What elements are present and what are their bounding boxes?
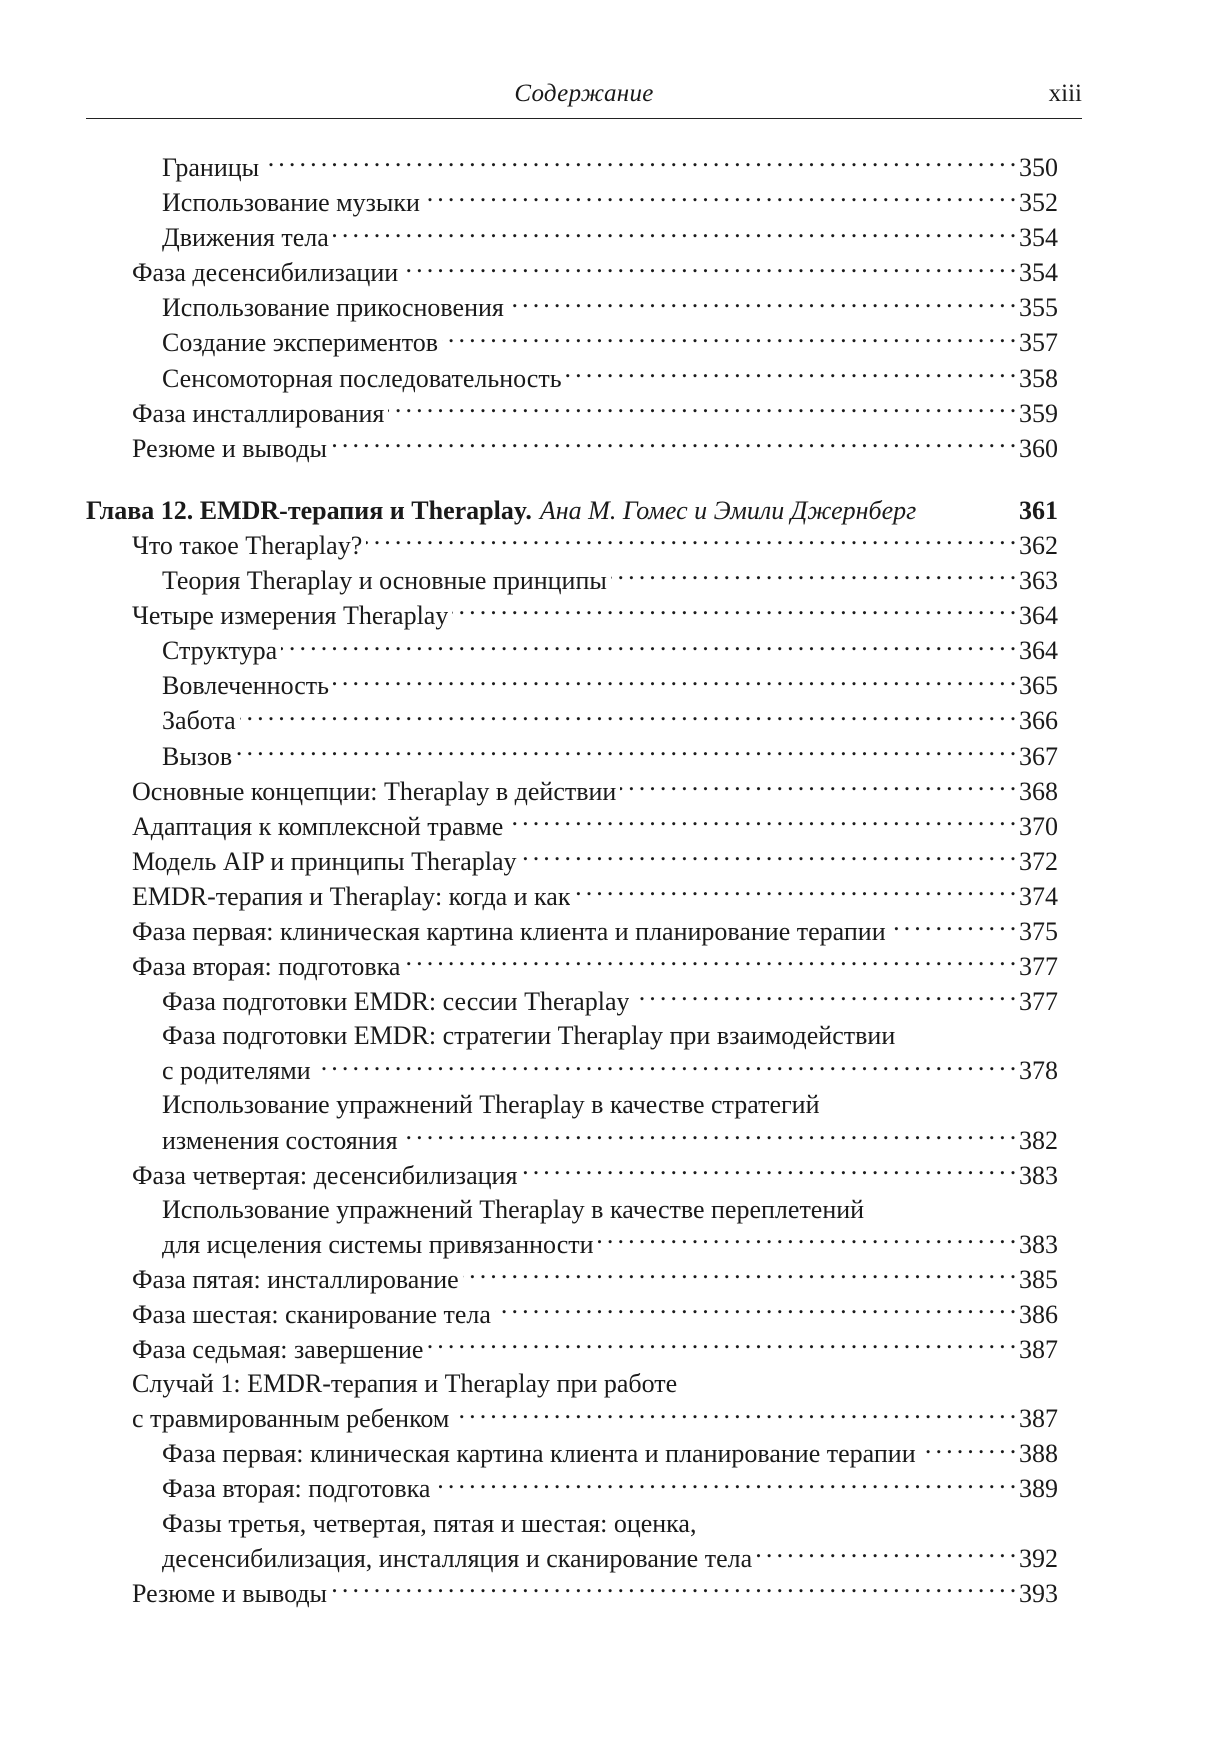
toc-entry-page: 374 — [1019, 881, 1058, 911]
toc-entry[interactable] — [86, 703, 1058, 738]
toc-entry[interactable] — [86, 984, 1058, 1019]
toc-entry-title: Что такое Theraplay? — [132, 530, 363, 560]
toc-entry-page: 387 — [1019, 1335, 1058, 1365]
chapter-authors: Ана М. Гомес и Эмили Джернберг — [539, 495, 917, 525]
dot-leader — [890, 914, 1015, 940]
toc-entry-page: 365 — [1019, 671, 1058, 701]
toc-entry-page: 359 — [1019, 398, 1058, 428]
dot-leader — [920, 1436, 1015, 1462]
toc-entry[interactable] — [86, 185, 1058, 220]
toc-entry-title-line2: с травмированным ребенком — [132, 1404, 450, 1434]
dot-leader — [281, 633, 1015, 659]
toc-entry-title-line1: Случай 1: EMDR-терапия и Theraplay при работе — [132, 1369, 678, 1399]
toc-entry-title: Фаза первая: клиническая картина клиента и планирование терапии — [162, 1439, 916, 1469]
chapter-title — [86, 494, 916, 528]
toc-entry[interactable] — [86, 361, 1058, 396]
toc-entry-title: Четыре измерения Theraplay — [132, 601, 449, 631]
chapter-label: Глава 12. EMDR-терапия и Theraplay. — [86, 495, 532, 525]
toc-entry[interactable] — [86, 1262, 1058, 1297]
dot-leader — [331, 1576, 1015, 1602]
dot-leader — [402, 1123, 1015, 1149]
toc-entry-page: 387 — [1019, 1404, 1058, 1434]
dot-leader — [452, 598, 1015, 624]
toc-entry-page: 382 — [1019, 1125, 1058, 1155]
dot-leader — [521, 1158, 1015, 1184]
toc-entry[interactable] — [86, 809, 1058, 844]
toc-chapter-heading[interactable] — [86, 493, 1058, 528]
toc-entry-title-line2: с родителями — [162, 1056, 311, 1086]
toc-entry-title: Фаза седьмая: завершение — [132, 1335, 424, 1365]
toc-entry[interactable] — [86, 739, 1058, 774]
toc-entry-title: Фаза вторая: подготовка — [132, 952, 401, 982]
toc-entry[interactable] — [86, 325, 1058, 360]
toc-entry-title-line2: для исцеления системы привязанности — [162, 1229, 594, 1259]
toc-entry[interactable] — [86, 396, 1058, 431]
toc-entry-page: 362 — [1019, 530, 1058, 560]
toc-entry-page: 357 — [1019, 328, 1058, 358]
dot-leader — [236, 739, 1015, 765]
toc-entry-title: Вызов — [162, 741, 233, 771]
dot-leader — [331, 431, 1015, 457]
toc-entry-title: Границы — [162, 153, 260, 182]
toc-entry-multiline[interactable] — [86, 1367, 1058, 1436]
toc-entry[interactable] — [86, 220, 1058, 255]
toc-entry-page: 392 — [1019, 1543, 1058, 1573]
toc-entry-title: Фаза инсталлирования — [132, 398, 385, 428]
toc-entry-page: 377 — [1019, 952, 1058, 982]
toc-entry-title-line1: Фаза подготовки EMDR: стратегии Theraplay при взаимодействии — [162, 1021, 896, 1051]
dot-leader — [611, 563, 1015, 589]
toc-entry-title: Забота — [162, 706, 236, 736]
toc-entry-page: 386 — [1019, 1300, 1058, 1329]
toc-entry[interactable] — [86, 431, 1058, 466]
toc-entry-page: 367 — [1019, 741, 1058, 771]
toc-entry[interactable] — [86, 563, 1058, 598]
dot-leader — [333, 668, 1015, 694]
dot-leader — [507, 809, 1015, 835]
toc-entry-page: 363 — [1019, 566, 1058, 596]
toc-entry[interactable] — [86, 1332, 1058, 1367]
toc-entry-page: 366 — [1019, 706, 1058, 736]
table-of-contents — [86, 150, 1058, 1611]
toc-entry-page: 383 — [1019, 1160, 1058, 1190]
toc-entry-page: 354 — [1019, 258, 1058, 288]
toc-entry-page: 370 — [1019, 811, 1058, 841]
toc-entry-page: 375 — [1019, 916, 1058, 946]
toc-entry-multiline[interactable] — [86, 1019, 1058, 1088]
dot-leader — [598, 1227, 1015, 1253]
dot-leader — [495, 1297, 1015, 1323]
toc-entry[interactable] — [86, 150, 1058, 185]
toc-entry-title: Резюме и выводы — [132, 433, 328, 463]
toc-entry-page: 378 — [1019, 1056, 1058, 1086]
dot-leader — [508, 290, 1015, 316]
toc-entry-title: Теория Theraplay и основные принципы — [162, 566, 607, 596]
toc-entry-title: Резюме и выводы — [132, 1578, 328, 1608]
toc-entry[interactable] — [86, 598, 1058, 633]
dot-leader — [756, 1541, 1015, 1567]
toc-entry-title: Структура — [162, 636, 278, 666]
toc-entry[interactable] — [86, 774, 1058, 809]
toc-entry[interactable] — [86, 668, 1058, 703]
toc-entry-page: 350 — [1019, 153, 1058, 182]
toc-entry[interactable] — [86, 914, 1058, 949]
toc-entry-title: Фаза десенсибилизации — [132, 258, 399, 288]
dot-leader — [427, 1332, 1015, 1358]
toc-entry-title: Вовлеченность — [162, 671, 329, 701]
toc-entry[interactable] — [86, 1471, 1058, 1506]
dot-leader — [263, 150, 1015, 176]
toc-entry-title-line1: Использование упражнений Theraplay в качестве стратегий — [162, 1090, 820, 1120]
toc-entry-page: 354 — [1019, 223, 1058, 253]
dot-leader — [366, 528, 1015, 554]
toc-entry-page: 388 — [1019, 1439, 1058, 1469]
dot-leader — [633, 984, 1015, 1010]
toc-entry-page: 364 — [1019, 601, 1058, 631]
toc-entry-title: Основные концепции: Theraplay в действии — [132, 776, 617, 806]
toc-entry[interactable] — [86, 528, 1058, 563]
toc-entry-title-line1: Фазы третья, четвертая, пятая и шестая: оценка, — [162, 1508, 697, 1538]
dot-leader — [333, 220, 1015, 246]
page-folio: xiii — [1048, 80, 1082, 107]
chapter-page: 361 — [1019, 495, 1058, 525]
toc-entry[interactable] — [86, 879, 1058, 914]
toc-entry-page: 355 — [1019, 293, 1058, 323]
toc-entry-title-line1: Использование упражнений Theraplay в качестве переплетений — [162, 1194, 865, 1224]
toc-entry-title: Фаза четвертая: десенсибилизация — [132, 1160, 518, 1190]
toc-entry-page: 385 — [1019, 1264, 1058, 1294]
toc-entry-page: 360 — [1019, 433, 1058, 463]
toc-entry[interactable] — [86, 1436, 1058, 1471]
toc-entry[interactable] — [86, 255, 1058, 290]
toc-entry-title: Фаза шестая: сканирование тела — [132, 1300, 491, 1329]
toc-entry-title-line2: изменения состояния — [162, 1125, 398, 1155]
dot-leader — [574, 879, 1015, 905]
dot-leader — [402, 255, 1015, 281]
toc-entry-title: Фаза пятая: инсталлирование — [132, 1264, 459, 1294]
toc-entry-title-line2: десенсибилизация, инсталляция и сканирование тела — [162, 1543, 753, 1573]
toc-entry-title: Использование музыки — [162, 188, 420, 218]
dot-leader — [566, 361, 1015, 387]
toc-entry-page: 368 — [1019, 776, 1058, 806]
toc-entry[interactable] — [86, 1297, 1058, 1332]
toc-entry-page: 352 — [1019, 188, 1058, 218]
toc-entry-title: Использование прикосновения — [162, 293, 504, 323]
toc-entry-title: Фаза подготовки EMDR: сессии Theraplay — [162, 987, 630, 1017]
toc-entry-title: Сенсомоторная последовательность — [162, 363, 562, 393]
dot-leader — [434, 1471, 1015, 1497]
dot-leader — [240, 703, 1015, 729]
toc-entry-title: Модель AIP и принципы Theraplay — [132, 846, 517, 876]
dot-leader — [620, 774, 1015, 800]
toc-entry-multiline[interactable] — [86, 1088, 1058, 1157]
dot-leader — [453, 1401, 1015, 1427]
dot-leader — [463, 1262, 1015, 1288]
toc-entry-page: 383 — [1019, 1229, 1058, 1259]
toc-entry-multiline[interactable] — [86, 1193, 1058, 1262]
dot-leader — [521, 844, 1015, 870]
running-title: Содержание — [514, 80, 654, 107]
toc-entry-page: 372 — [1019, 846, 1058, 876]
toc-entry[interactable] — [86, 1158, 1058, 1193]
dot-leader — [388, 396, 1015, 422]
toc-entry-multiline[interactable] — [86, 1507, 1058, 1576]
toc-entry-title: Фаза вторая: подготовка — [162, 1474, 431, 1504]
toc-entry[interactable] — [86, 844, 1058, 879]
dot-leader — [424, 185, 1015, 211]
toc-entry-title: Движения тела — [162, 223, 329, 253]
toc-entry[interactable] — [86, 1576, 1058, 1611]
toc-entry[interactable] — [86, 949, 1058, 984]
toc-entry-page: 377 — [1019, 987, 1058, 1017]
running-head — [86, 78, 1082, 119]
toc-entry-page: 358 — [1019, 363, 1058, 393]
dot-leader — [404, 949, 1015, 975]
toc-entry-page: 364 — [1019, 636, 1058, 666]
toc-entry-page: 393 — [1019, 1578, 1058, 1608]
toc-entry[interactable] — [86, 633, 1058, 668]
toc-entry-title: EMDR-терапия и Theraplay: когда и как — [132, 881, 571, 911]
dot-leader — [442, 325, 1015, 351]
toc-entry-title: Фаза первая: клиническая картина клиента и планирование терапии — [132, 916, 886, 946]
toc-entry[interactable] — [86, 290, 1058, 325]
toc-entry-title: Создание экспериментов — [162, 328, 439, 358]
toc-entry-page: 389 — [1019, 1474, 1058, 1504]
dot-leader — [315, 1053, 1015, 1079]
toc-entry-title: Адаптация к комплексной травме — [132, 811, 504, 841]
